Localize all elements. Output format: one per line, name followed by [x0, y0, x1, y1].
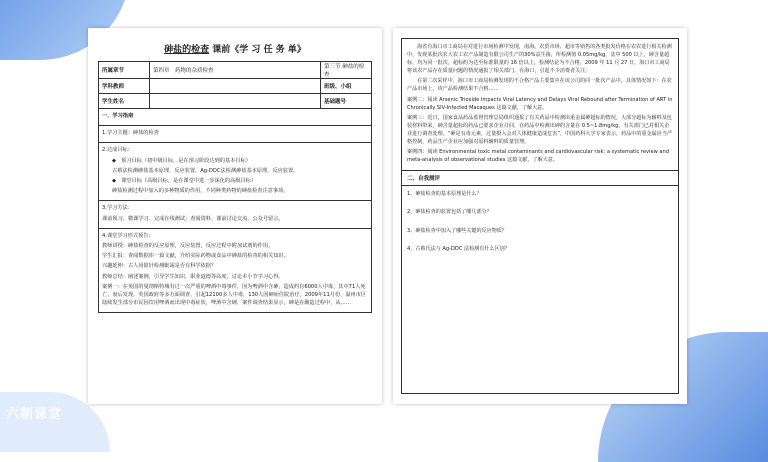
text-line: 案例一：在英国的曼彻斯特城有过一次严重的啤酒中毒事件，因为啤酒中含砷，造成约有6000人中毒，其中71人死亡。而后发现，英国政府等多方面调查，引起12100多人中毒，130人因砷而住院治疗。2009年11月份，温州市区陆续发生部分市民因饮用啤酒而出现中毒症状，啤酒中含砷，案件调查结果显示，砷是在酿造过程中，从…… [102, 283, 367, 307]
section-topic [98, 126, 372, 143]
text-line: 3.学习方法： [102, 205, 133, 212]
title-topic: 砷盐的检查 [164, 45, 210, 55]
section-class-preview [98, 229, 372, 314]
case-text-block [402, 39, 678, 170]
table-cell [150, 94, 321, 109]
section-methods [98, 201, 372, 228]
case-four: 案例四：阅读 Environmental toxic metal contaminants and cardiovascular risk: a systematic review and meta-analysis of observational studies 这篇文献，了解大意。 [407, 149, 669, 164]
table-row [99, 79, 372, 94]
text-line: ◆ 预习目标（初中级目标，是在预习阶段达到的基本目标） [112, 157, 251, 164]
section-guide [98, 109, 372, 126]
table-cell: 第四章 药物的杂质检查 [150, 62, 321, 79]
section-heading: 一、学习指南 [102, 113, 134, 119]
text-line: 兴趣延伸：古人用银针检测砒霜是否有科学依据？ [102, 263, 217, 270]
text-line: 4.课堂学习形式预告： [102, 232, 154, 239]
text-line: 教师总结：阐述案例，引导学生知识，职业道德等高度，讨论本小节学习心得。 [102, 273, 284, 280]
left-page [88, 28, 382, 404]
list-item: 3、砷盐检查中加入了哪些关键的反应物质？ [407, 227, 508, 234]
section-goals [98, 143, 372, 201]
table-cell: 第三节 砷盐的检查 [321, 62, 372, 79]
text-line: 课前预习、微课学习、完成在线测试；查阅资料、课前讨论交流、公众号留言。 [102, 215, 284, 222]
row-label: 所属章节 [99, 62, 150, 79]
text-line: 海省有海口市工商局在对进行市场检测中发现，南海、农贸市场、超市等销售的各类批发价格在农农进行相关检测中，发现某批次农大农工农产品制造有限公司生产的30%益生菌，所检测值 0.05mg/kg，其中 500 以上，砷含量超标，均为同一批次，超标约为达至标准限量的 16 倍以上，检测结论为不合格。2009 年 11 月 27 日，海口市工商局将该农产品存在质量问题的情况通报了相关部门。在海口，引起不少消费者关注。 [407, 44, 672, 75]
text-line: 砷盐检测过程中加入的多种物质的作用，不同种类药物的砷盐检查注意事项。 [112, 188, 289, 195]
question-list [402, 186, 678, 258]
section-heading: 二、自我测评 [402, 170, 678, 186]
text-line: 教师讲授：砷盐检查的反应原理，反应装置，反应过程中附加试剂的作用。 [102, 243, 274, 250]
row-label: 学科教师 [99, 79, 150, 94]
title-rest: 课前《学 习 任 务 单》 [212, 45, 306, 55]
table-row [99, 94, 372, 109]
page-title [98, 42, 372, 55]
table-cell [150, 79, 321, 94]
text-line: ◆ 课堂目标（高级目标，是在课堂中进一步深化的高级目标） [112, 178, 257, 185]
text-line: 1.学习主题：砷盐的检查 [102, 130, 159, 137]
list-item: 2、砷盐检查的装置包括了哪几部分？ [407, 209, 492, 216]
brand-logo: 六朝课堂 [6, 407, 63, 422]
case-three: 案例三：近日，国家食品药品监督管理总局组织通报了有关药品中检测出重金属砷超标的情况，大部分超标为辅料及包装材料带来，砷含量超标的药品已要求企业召回，在药品中检测出砷的含量在 0.5~1.8mg/kg，有关部门已对相关企业进行调查处理。“砷是有毒元素，过量摄入会对人体健康造成危害”，中国药科大学专家表示，药品中的重金属应当严格控制，药品生产企业应加强对原料辅料的质量管理。 [407, 114, 673, 146]
right-content-box [401, 38, 679, 394]
case-two: 案例二：阅读 Arsenic Trioxide Impacts Viral Latency and Delays Viral Rebound after Termination of ART in Chronically SIV-Infected Macaques 这篇文献，了解大意。 [407, 96, 673, 111]
list-item: 4、古蔡氏法与 Ag-DDC 法检测有什么区别？ [407, 245, 510, 252]
text-line: 学生汇报：查阅数据库一篇文献，介绍实际药物或食品中砷盐的检查的相关知识。 [102, 253, 289, 260]
text-line: 在第二次采样中，海口市工商局检测发现的不合格产品主要集中在该公司的同一批次产品中，具体情况如下：在农产品市场上，该产品检测结果不合格…… [407, 78, 672, 93]
right-page [393, 28, 687, 404]
info-table [98, 61, 372, 109]
table-row [99, 62, 372, 79]
table-cell: 班级、小组 [321, 79, 372, 94]
list-item: 1、砷盐检查的基本原理是什么？ [407, 191, 482, 198]
row-label: 学生姓名 [99, 94, 150, 109]
table-cell: 基础题号 [321, 94, 372, 109]
text-line: 2.达成目标： [102, 147, 133, 154]
text-line: 古蔡法检测砷盐基本原理，反应装置，Ag-DDC法检测砷盐基本原理，反应装置。 [112, 167, 299, 174]
